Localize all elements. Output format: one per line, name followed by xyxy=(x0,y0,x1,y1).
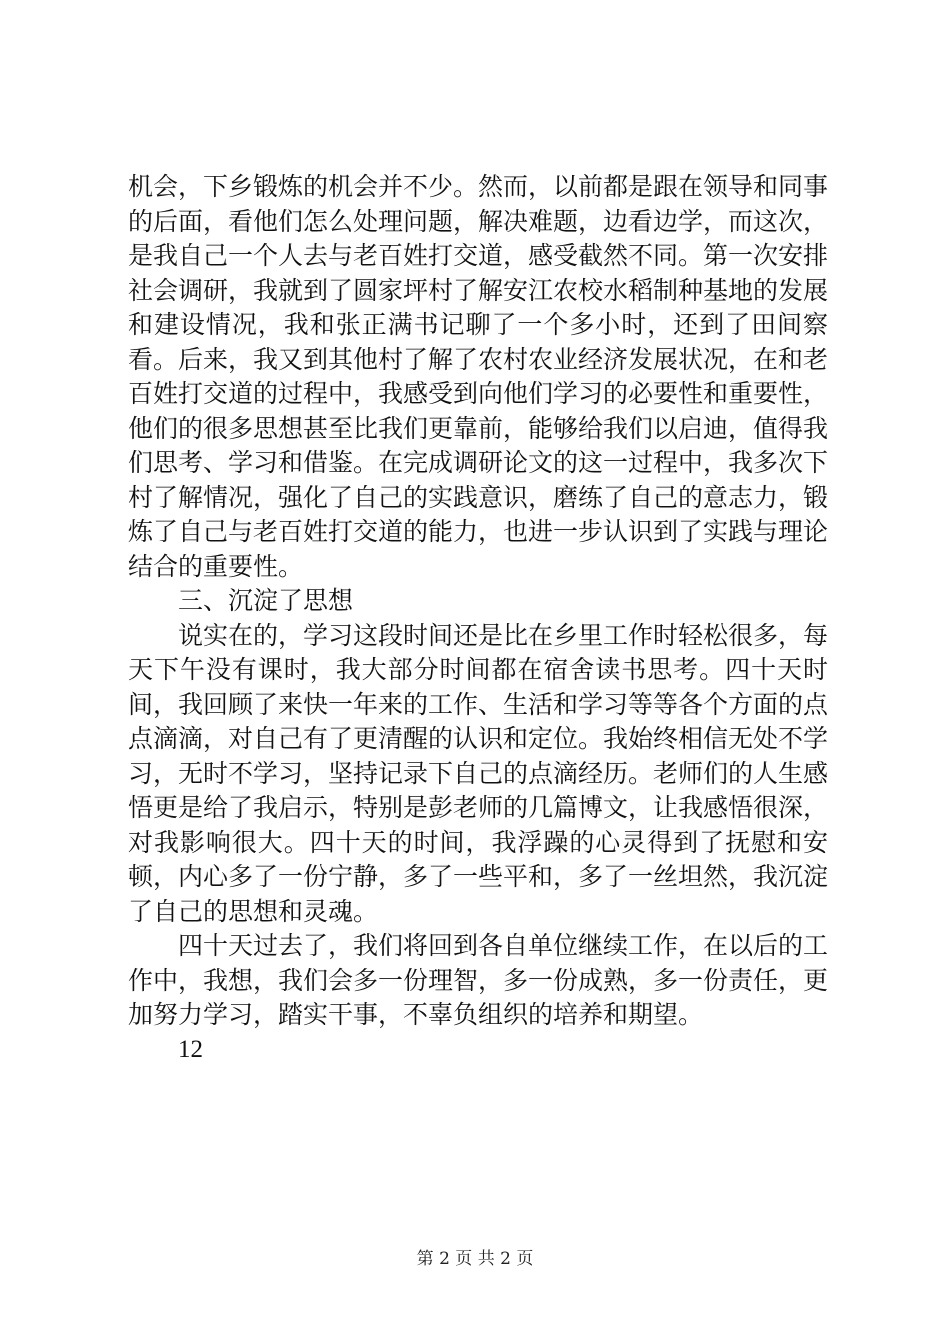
paragraph-continued: 机会，下乡锻炼的机会并不少。然而，以前都是跟在领导和同事的后面，看他们怎么处理问题，解决难题，边看边学，而这次，是我自己一个人去与老百姓打交道，感受截然不同。第一次安排社会调研，我就到了圆家坪村了解安江农校水稻制种基地的发展和建设情况，我和张正满书记聊了一个多小时，还到了田间察看。后来，我又到其他村了解了农村农业经济发展状况，在和老百姓打交道的过程中，我感受到向他们学习的必要性和重要性，他们的很多思想甚至比我们更靠前，能够给我们以启迪，值得我们思考、学习和借鉴。在完成调研论文的这一过程中，我多次下村了解情况，强化了自己的实践意识，磨练了自己的意志力，锻炼了自己与老百姓打交道的能力，也进一步认识到了实践与理论结合的重要性。 xyxy=(128,172,829,581)
document-body xyxy=(128,170,828,1067)
paragraph-closing: 四十天过去了，我们将回到各自单位继续工作，在以后的工作中，我想，我们会多一份理智，多一份成熟，多一份责任，更加努力学习，踏实干事，不辜负组织的培养和期望。 xyxy=(128,931,829,1029)
trailing-number: 12 xyxy=(178,1035,203,1063)
page-footer: 第 2 页 共 2 页 xyxy=(416,1249,534,1269)
paragraph-section3: 说实在的，学习这段时间还是比在乡里工作时轻松很多，每天下午没有课时，我大部分时间都在宿舍读书思考。四十天时间，我回顾了来快一年来的工作、生活和学习等等各个方面的点点滴滴，对自己有了更清醒的认识和定位。我始终相信无处不学习，无时不学习，坚持记录下自己的点滴经历。老师们的人生感悟更是给了我启示，特别是彭老师的几篇博文，让我感悟很深，对我影响很大。四十天的时间，我浮躁的心灵得到了抚慰和安顿，内心多了一份宁静，多了一些平和，多了一丝坦然，我沉淀了自己的思想和灵魂。 xyxy=(128,620,829,926)
section-heading: 三、沉淀了思想 xyxy=(178,586,354,615)
